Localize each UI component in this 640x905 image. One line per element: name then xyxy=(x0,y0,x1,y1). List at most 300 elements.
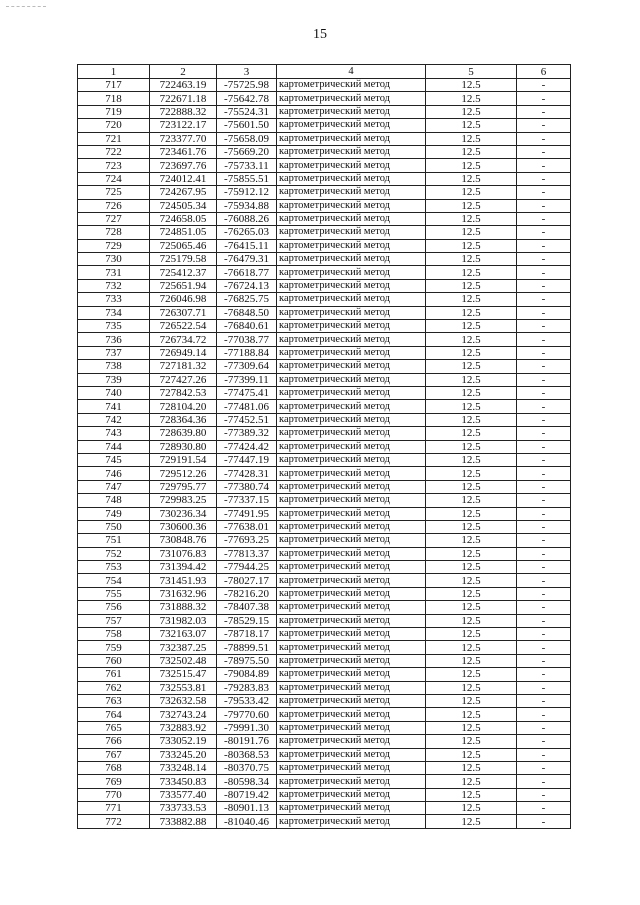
cell-y-coordinate: -76618.77 xyxy=(217,266,277,279)
cell-point-number: 763 xyxy=(78,694,150,707)
cell-method: картометрический метод xyxy=(277,105,426,118)
cell-note: - xyxy=(517,561,571,574)
table-row xyxy=(78,320,571,333)
cell-accuracy: 12.5 xyxy=(426,467,517,480)
cell-note: - xyxy=(517,186,571,199)
cell-y-coordinate: -77337.15 xyxy=(217,494,277,507)
cell-note: - xyxy=(517,534,571,547)
cell-point-number: 746 xyxy=(78,467,150,480)
cell-point-number: 747 xyxy=(78,480,150,493)
cell-point-number: 724 xyxy=(78,172,150,185)
cell-y-coordinate: -77944.25 xyxy=(217,561,277,574)
cell-x-coordinate: 730236.34 xyxy=(150,507,217,520)
cell-accuracy: 12.5 xyxy=(426,239,517,252)
cell-note: - xyxy=(517,266,571,279)
table-row xyxy=(78,199,571,212)
cell-method: картометрический метод xyxy=(277,721,426,734)
table-row xyxy=(78,293,571,306)
cell-method: картометрический метод xyxy=(277,373,426,386)
cell-method: картометрический метод xyxy=(277,628,426,641)
cell-point-number: 761 xyxy=(78,668,150,681)
cell-point-number: 743 xyxy=(78,427,150,440)
table-row xyxy=(78,212,571,225)
cell-method: картометрический метод xyxy=(277,480,426,493)
cell-note: - xyxy=(517,226,571,239)
cell-note: - xyxy=(517,199,571,212)
scan-corner-mark xyxy=(6,6,46,7)
cell-method: картометрический метод xyxy=(277,159,426,172)
cell-accuracy: 12.5 xyxy=(426,212,517,225)
table-row xyxy=(78,279,571,292)
cell-method: картометрический метод xyxy=(277,775,426,788)
header-col-2: 2 xyxy=(150,65,217,79)
cell-x-coordinate: 731982.03 xyxy=(150,614,217,627)
cell-point-number: 749 xyxy=(78,507,150,520)
cell-x-coordinate: 722463.19 xyxy=(150,79,217,92)
table-row xyxy=(78,748,571,761)
cell-x-coordinate: 727427.26 xyxy=(150,373,217,386)
cell-y-coordinate: -76479.31 xyxy=(217,253,277,266)
table-row xyxy=(78,708,571,721)
cell-y-coordinate: -80901.13 xyxy=(217,802,277,815)
cell-point-number: 733 xyxy=(78,293,150,306)
cell-method: картометрический метод xyxy=(277,306,426,319)
cell-x-coordinate: 729191.54 xyxy=(150,453,217,466)
table-row xyxy=(78,239,571,252)
cell-y-coordinate: -77309.64 xyxy=(217,360,277,373)
cell-accuracy: 12.5 xyxy=(426,721,517,734)
cell-x-coordinate: 732883.92 xyxy=(150,721,217,734)
cell-point-number: 766 xyxy=(78,735,150,748)
cell-x-coordinate: 727181.32 xyxy=(150,360,217,373)
cell-note: - xyxy=(517,145,571,158)
cell-y-coordinate: -75934.88 xyxy=(217,199,277,212)
cell-y-coordinate: -78718.17 xyxy=(217,628,277,641)
cell-method: картометрический метод xyxy=(277,400,426,413)
cell-point-number: 723 xyxy=(78,159,150,172)
cell-x-coordinate: 724012.41 xyxy=(150,172,217,185)
cell-point-number: 770 xyxy=(78,788,150,801)
cell-y-coordinate: -78975.50 xyxy=(217,654,277,667)
cell-accuracy: 12.5 xyxy=(426,279,517,292)
cell-accuracy: 12.5 xyxy=(426,815,517,828)
cell-x-coordinate: 732387.25 xyxy=(150,641,217,654)
cell-note: - xyxy=(517,507,571,520)
cell-x-coordinate: 723697.76 xyxy=(150,159,217,172)
cell-point-number: 719 xyxy=(78,105,150,118)
cell-method: картометрический метод xyxy=(277,440,426,453)
table-row xyxy=(78,802,571,815)
cell-accuracy: 12.5 xyxy=(426,748,517,761)
table-row xyxy=(78,601,571,614)
cell-y-coordinate: -77389.32 xyxy=(217,427,277,440)
table-row xyxy=(78,574,571,587)
cell-y-coordinate: -77475.41 xyxy=(217,386,277,399)
cell-method: картометрический метод xyxy=(277,172,426,185)
cell-y-coordinate: -75725.98 xyxy=(217,79,277,92)
cell-accuracy: 12.5 xyxy=(426,520,517,533)
cell-accuracy: 12.5 xyxy=(426,628,517,641)
cell-accuracy: 12.5 xyxy=(426,534,517,547)
table-row xyxy=(78,360,571,373)
cell-accuracy: 12.5 xyxy=(426,266,517,279)
cell-x-coordinate: 724851.05 xyxy=(150,226,217,239)
cell-method: картометрический метод xyxy=(277,333,426,346)
cell-y-coordinate: -75669.20 xyxy=(217,145,277,158)
cell-point-number: 741 xyxy=(78,400,150,413)
cell-y-coordinate: -76840.61 xyxy=(217,320,277,333)
cell-x-coordinate: 726307.71 xyxy=(150,306,217,319)
table-row xyxy=(78,654,571,667)
cell-method: картометрический метод xyxy=(277,735,426,748)
table-row xyxy=(78,386,571,399)
table-row xyxy=(78,761,571,774)
cell-x-coordinate: 729983.25 xyxy=(150,494,217,507)
cell-note: - xyxy=(517,614,571,627)
cell-method: картометрический метод xyxy=(277,145,426,158)
cell-y-coordinate: -78899.51 xyxy=(217,641,277,654)
cell-note: - xyxy=(517,159,571,172)
cell-accuracy: 12.5 xyxy=(426,386,517,399)
cell-x-coordinate: 731076.83 xyxy=(150,547,217,560)
cell-x-coordinate: 733245.20 xyxy=(150,748,217,761)
cell-note: - xyxy=(517,520,571,533)
cell-accuracy: 12.5 xyxy=(426,145,517,158)
cell-note: - xyxy=(517,802,571,815)
table-row xyxy=(78,480,571,493)
cell-method: картометрический метод xyxy=(277,614,426,627)
cell-note: - xyxy=(517,306,571,319)
cell-point-number: 718 xyxy=(78,92,150,105)
cell-note: - xyxy=(517,654,571,667)
cell-method: картометрический метод xyxy=(277,574,426,587)
cell-note: - xyxy=(517,681,571,694)
cell-y-coordinate: -75912.12 xyxy=(217,186,277,199)
table-row xyxy=(78,266,571,279)
cell-point-number: 745 xyxy=(78,453,150,466)
cell-x-coordinate: 729512.26 xyxy=(150,467,217,480)
cell-note: - xyxy=(517,668,571,681)
cell-y-coordinate: -75855.51 xyxy=(217,172,277,185)
table-row xyxy=(78,641,571,654)
cell-point-number: 772 xyxy=(78,815,150,828)
table-row xyxy=(78,92,571,105)
cell-x-coordinate: 728364.36 xyxy=(150,413,217,426)
cell-accuracy: 12.5 xyxy=(426,694,517,707)
cell-accuracy: 12.5 xyxy=(426,574,517,587)
cell-method: картометрический метод xyxy=(277,79,426,92)
cell-point-number: 728 xyxy=(78,226,150,239)
cell-note: - xyxy=(517,775,571,788)
cell-point-number: 740 xyxy=(78,386,150,399)
cell-point-number: 738 xyxy=(78,360,150,373)
cell-note: - xyxy=(517,574,571,587)
cell-point-number: 727 xyxy=(78,212,150,225)
cell-x-coordinate: 727842.53 xyxy=(150,386,217,399)
cell-y-coordinate: -75642.78 xyxy=(217,92,277,105)
table-row xyxy=(78,132,571,145)
cell-method: картометрический метод xyxy=(277,360,426,373)
cell-x-coordinate: 722888.32 xyxy=(150,105,217,118)
cell-method: картометрический метод xyxy=(277,641,426,654)
table-row xyxy=(78,694,571,707)
cell-method: картометрический метод xyxy=(277,815,426,828)
cell-accuracy: 12.5 xyxy=(426,708,517,721)
cell-note: - xyxy=(517,788,571,801)
cell-method: картометрический метод xyxy=(277,467,426,480)
cell-y-coordinate: -80719.42 xyxy=(217,788,277,801)
cell-y-coordinate: -77188.84 xyxy=(217,346,277,359)
cell-point-number: 717 xyxy=(78,79,150,92)
cell-x-coordinate: 725179.58 xyxy=(150,253,217,266)
cell-method: картометрический метод xyxy=(277,293,426,306)
cell-method: картометрический метод xyxy=(277,520,426,533)
cell-y-coordinate: -78027.17 xyxy=(217,574,277,587)
cell-x-coordinate: 732163.07 xyxy=(150,628,217,641)
table-header-row xyxy=(78,65,571,79)
cell-accuracy: 12.5 xyxy=(426,654,517,667)
cell-point-number: 771 xyxy=(78,802,150,815)
table-row xyxy=(78,333,571,346)
table-body xyxy=(78,79,571,829)
cell-x-coordinate: 723461.76 xyxy=(150,145,217,158)
cell-y-coordinate: -75524.31 xyxy=(217,105,277,118)
cell-note: - xyxy=(517,467,571,480)
cell-accuracy: 12.5 xyxy=(426,681,517,694)
cell-point-number: 767 xyxy=(78,748,150,761)
cell-y-coordinate: -80368.53 xyxy=(217,748,277,761)
cell-point-number: 729 xyxy=(78,239,150,252)
cell-y-coordinate: -77380.74 xyxy=(217,480,277,493)
cell-accuracy: 12.5 xyxy=(426,159,517,172)
table-row xyxy=(78,172,571,185)
cell-point-number: 736 xyxy=(78,333,150,346)
cell-y-coordinate: -79770.60 xyxy=(217,708,277,721)
table-row xyxy=(78,775,571,788)
cell-y-coordinate: -77038.77 xyxy=(217,333,277,346)
cell-method: картометрический метод xyxy=(277,320,426,333)
coordinates-table xyxy=(77,64,571,829)
cell-point-number: 725 xyxy=(78,186,150,199)
table-row xyxy=(78,614,571,627)
cell-y-coordinate: -77693.25 xyxy=(217,534,277,547)
cell-x-coordinate: 733248.14 xyxy=(150,761,217,774)
cell-accuracy: 12.5 xyxy=(426,668,517,681)
cell-note: - xyxy=(517,119,571,132)
cell-point-number: 734 xyxy=(78,306,150,319)
cell-point-number: 739 xyxy=(78,373,150,386)
cell-accuracy: 12.5 xyxy=(426,132,517,145)
table-row xyxy=(78,306,571,319)
cell-method: картометрический метод xyxy=(277,132,426,145)
cell-accuracy: 12.5 xyxy=(426,79,517,92)
cell-point-number: 748 xyxy=(78,494,150,507)
table-row xyxy=(78,668,571,681)
cell-accuracy: 12.5 xyxy=(426,226,517,239)
cell-y-coordinate: -76724.13 xyxy=(217,279,277,292)
cell-method: картометрический метод xyxy=(277,507,426,520)
cell-x-coordinate: 733882.88 xyxy=(150,815,217,828)
cell-accuracy: 12.5 xyxy=(426,306,517,319)
cell-note: - xyxy=(517,333,571,346)
cell-accuracy: 12.5 xyxy=(426,427,517,440)
table-row xyxy=(78,721,571,734)
cell-accuracy: 12.5 xyxy=(426,587,517,600)
cell-y-coordinate: -76415.11 xyxy=(217,239,277,252)
cell-point-number: 756 xyxy=(78,601,150,614)
cell-point-number: 759 xyxy=(78,641,150,654)
cell-note: - xyxy=(517,694,571,707)
cell-point-number: 721 xyxy=(78,132,150,145)
table-row xyxy=(78,186,571,199)
header-col-5: 5 xyxy=(426,65,517,79)
cell-accuracy: 12.5 xyxy=(426,802,517,815)
table-row xyxy=(78,226,571,239)
cell-y-coordinate: -76848.50 xyxy=(217,306,277,319)
cell-x-coordinate: 731394.42 xyxy=(150,561,217,574)
cell-y-coordinate: -77428.31 xyxy=(217,467,277,480)
cell-x-coordinate: 726046.98 xyxy=(150,293,217,306)
cell-accuracy: 12.5 xyxy=(426,92,517,105)
cell-x-coordinate: 725412.37 xyxy=(150,266,217,279)
cell-note: - xyxy=(517,400,571,413)
cell-note: - xyxy=(517,105,571,118)
table-row xyxy=(78,427,571,440)
cell-y-coordinate: -76088.26 xyxy=(217,212,277,225)
cell-y-coordinate: -80598.34 xyxy=(217,775,277,788)
cell-x-coordinate: 724658.05 xyxy=(150,212,217,225)
cell-accuracy: 12.5 xyxy=(426,320,517,333)
cell-accuracy: 12.5 xyxy=(426,413,517,426)
table-row xyxy=(78,628,571,641)
cell-y-coordinate: -77452.51 xyxy=(217,413,277,426)
cell-accuracy: 12.5 xyxy=(426,346,517,359)
table-row xyxy=(78,159,571,172)
cell-accuracy: 12.5 xyxy=(426,360,517,373)
table-row xyxy=(78,494,571,507)
cell-note: - xyxy=(517,293,571,306)
header-col-1: 1 xyxy=(78,65,150,79)
cell-y-coordinate: -77424.42 xyxy=(217,440,277,453)
cell-x-coordinate: 729795.77 xyxy=(150,480,217,493)
cell-note: - xyxy=(517,748,571,761)
cell-note: - xyxy=(517,253,571,266)
cell-point-number: 769 xyxy=(78,775,150,788)
cell-method: картометрический метод xyxy=(277,534,426,547)
cell-method: картометрический метод xyxy=(277,453,426,466)
cell-x-coordinate: 731888.32 xyxy=(150,601,217,614)
cell-y-coordinate: -77491.95 xyxy=(217,507,277,520)
cell-method: картометрический метод xyxy=(277,266,426,279)
table-row xyxy=(78,735,571,748)
cell-y-coordinate: -77447.19 xyxy=(217,453,277,466)
cell-x-coordinate: 732632.58 xyxy=(150,694,217,707)
cell-note: - xyxy=(517,494,571,507)
table-row xyxy=(78,587,571,600)
cell-method: картометрический метод xyxy=(277,199,426,212)
cell-note: - xyxy=(517,413,571,426)
cell-x-coordinate: 732502.48 xyxy=(150,654,217,667)
cell-method: картометрический метод xyxy=(277,253,426,266)
cell-y-coordinate: -77399.11 xyxy=(217,373,277,386)
cell-y-coordinate: -77638.01 xyxy=(217,520,277,533)
cell-note: - xyxy=(517,373,571,386)
cell-accuracy: 12.5 xyxy=(426,507,517,520)
cell-point-number: 730 xyxy=(78,253,150,266)
cell-x-coordinate: 728104.20 xyxy=(150,400,217,413)
cell-method: картометрический метод xyxy=(277,186,426,199)
cell-y-coordinate: -75658.09 xyxy=(217,132,277,145)
cell-x-coordinate: 728639.80 xyxy=(150,427,217,440)
header-col-6: 6 xyxy=(517,65,571,79)
cell-accuracy: 12.5 xyxy=(426,761,517,774)
cell-x-coordinate: 724505.34 xyxy=(150,199,217,212)
cell-y-coordinate: -79991.30 xyxy=(217,721,277,734)
cell-accuracy: 12.5 xyxy=(426,788,517,801)
cell-note: - xyxy=(517,279,571,292)
cell-note: - xyxy=(517,735,571,748)
cell-method: картометрический метод xyxy=(277,694,426,707)
cell-note: - xyxy=(517,453,571,466)
cell-method: картометрический метод xyxy=(277,668,426,681)
cell-note: - xyxy=(517,761,571,774)
cell-point-number: 722 xyxy=(78,145,150,158)
cell-method: картометрический метод xyxy=(277,761,426,774)
cell-y-coordinate: -77813.37 xyxy=(217,547,277,560)
cell-y-coordinate: -80370.75 xyxy=(217,761,277,774)
table-row xyxy=(78,507,571,520)
cell-x-coordinate: 722671.18 xyxy=(150,92,217,105)
cell-y-coordinate: -78529.15 xyxy=(217,614,277,627)
table-row xyxy=(78,547,571,560)
cell-x-coordinate: 731632.96 xyxy=(150,587,217,600)
cell-method: картометрический метод xyxy=(277,587,426,600)
cell-point-number: 744 xyxy=(78,440,150,453)
cell-method: картометрический метод xyxy=(277,413,426,426)
cell-accuracy: 12.5 xyxy=(426,105,517,118)
cell-accuracy: 12.5 xyxy=(426,547,517,560)
cell-point-number: 754 xyxy=(78,574,150,587)
cell-x-coordinate: 723122.17 xyxy=(150,119,217,132)
cell-method: картометрический метод xyxy=(277,226,426,239)
cell-note: - xyxy=(517,346,571,359)
cell-method: картометрический метод xyxy=(277,561,426,574)
cell-y-coordinate: -76825.75 xyxy=(217,293,277,306)
cell-note: - xyxy=(517,79,571,92)
cell-point-number: 720 xyxy=(78,119,150,132)
cell-method: картометрический метод xyxy=(277,788,426,801)
cell-method: картометрический метод xyxy=(277,427,426,440)
cell-note: - xyxy=(517,427,571,440)
cell-accuracy: 12.5 xyxy=(426,199,517,212)
cell-point-number: 757 xyxy=(78,614,150,627)
cell-y-coordinate: -78407.38 xyxy=(217,601,277,614)
cell-accuracy: 12.5 xyxy=(426,440,517,453)
table-row xyxy=(78,373,571,386)
cell-point-number: 750 xyxy=(78,520,150,533)
table-row xyxy=(78,79,571,92)
cell-method: картометрический метод xyxy=(277,346,426,359)
cell-y-coordinate: -75733.11 xyxy=(217,159,277,172)
cell-note: - xyxy=(517,360,571,373)
table-row xyxy=(78,815,571,828)
cell-point-number: 768 xyxy=(78,761,150,774)
cell-method: картометрический метод xyxy=(277,494,426,507)
cell-accuracy: 12.5 xyxy=(426,494,517,507)
cell-accuracy: 12.5 xyxy=(426,641,517,654)
cell-x-coordinate: 728930.80 xyxy=(150,440,217,453)
cell-x-coordinate: 733052.19 xyxy=(150,735,217,748)
